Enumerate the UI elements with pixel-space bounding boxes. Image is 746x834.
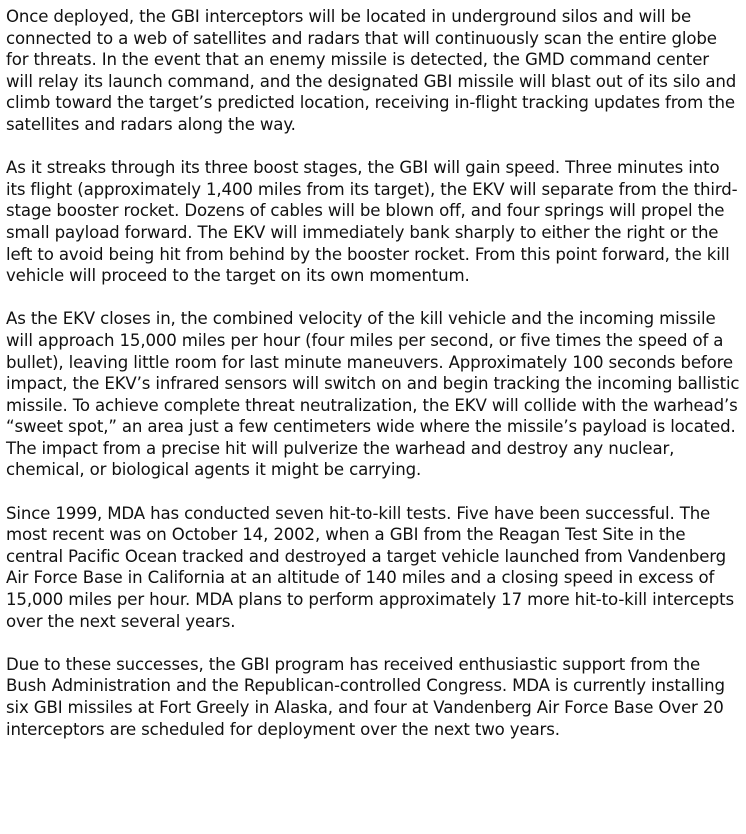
paragraph-deployment: Once deployed, the GBI interceptors will be located in underground silos and will be connected to a web of satellites and radars that will continuously scan the entire globe for threats. In the event that an enemy missile is detected, the GMD command center will relay its launch command, and the designated GBI missile will blast out of its silo and climb toward the target’s predicted location, receiving in-flight tracking updates from the satellites and radars along the way. xyxy=(6,7,737,134)
paragraph-boost-stages: As it streaks through its three boost stages, the GBI will gain speed. Three minutes into its flight (approximately 1,400 miles from its target), the EKV will separate from the third-stage booster rocket. Dozens of cables will be blown off, and four springs will propel the small payload forward. The EKV will immediately bank sharply to either the right or the left to avoid being hit from behind by the booster rocket. From this point forward, the kill vehicle will proceed to the target on its own momentum. xyxy=(6,158,738,286)
document-body xyxy=(6,6,740,740)
paragraph-ekv-intercept: As the EKV closes in, the combined velocity of the kill vehicle and the incoming missile will approach 15,000 miles per hour (four miles per second, or five times the speed of a bullet), leaving little room for last minute maneuvers. Approximately 100 seconds before impact, the EKV’s infrared sensors will switch on and begin tracking the incoming ballistic missile. To achieve complete threat neutralization, the EKV will collide with the warhead’s “sweet spot,” an area just a few centimeters wide where the missile’s payload is located. The impact from a precise hit will pulverize the warhead and destroy any nuclear, chemical, or biological agents it might be carrying. xyxy=(6,309,740,480)
paragraph-hit-to-kill-tests: Since 1999, MDA has conducted seven hit-to-kill tests. Five have been successful. The most recent was on October 14, 2002, when a GBI from the Reagan Test Site in the central Pacific Ocean tracked and destroyed a target vehicle launched from Vandenberg Air Force Base in California at an altitude of 140 miles and a closing speed in excess of 15,000 miles per hour. MDA plans to perform approximately 17 more hit-to-kill intercepts over the next several years. xyxy=(6,503,734,631)
paragraph-program-support: Due to these successes, the GBI program has received enthusiastic support from the Bush Administration and the Republican-controlled Congress. MDA is currently installing six GBI missiles at Fort Greely in Alaska, and four at Vandenberg Air Force Base Over 20 interceptors are scheduled for deployment over the next two years. xyxy=(6,654,725,739)
